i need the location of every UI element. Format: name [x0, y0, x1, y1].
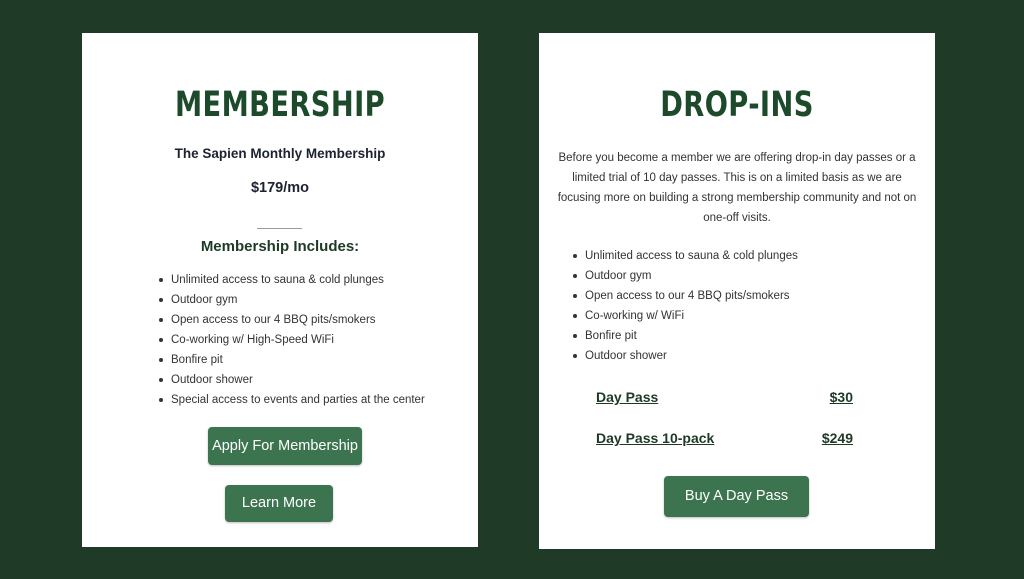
- day-pass-link[interactable]: Day Pass: [596, 389, 659, 405]
- feature-item: Open access to our 4 BBQ pits/smokers: [159, 310, 425, 330]
- learn-more-button[interactable]: Learn More: [225, 485, 333, 522]
- feature-item: Special access to events and parties at the center: [159, 390, 425, 410]
- feature-item: Outdoor gym: [159, 290, 425, 310]
- includes-heading: Membership Includes:: [200, 238, 360, 255]
- feature-item: Outdoor shower: [159, 370, 425, 390]
- feature-item: Outdoor shower: [573, 346, 798, 366]
- feature-item: Outdoor gym: [573, 266, 798, 286]
- membership-feature-list: [159, 270, 425, 410]
- buy-day-pass-button[interactable]: Buy A Day Pass: [664, 476, 809, 517]
- day-pass-10-pack-price-link[interactable]: $249: [821, 430, 853, 446]
- day-pass-10-pack-link[interactable]: Day Pass 10-pack: [596, 430, 715, 446]
- feature-item: Bonfire pit: [159, 350, 425, 370]
- membership-title: MEMBERSHIP: [174, 85, 386, 125]
- feature-item: Unlimited access to sauna & cold plunges: [573, 246, 798, 266]
- plan-price: $179/mo: [250, 180, 310, 196]
- feature-item: Unlimited access to sauna & cold plunges: [159, 270, 425, 290]
- feature-item: Open access to our 4 BBQ pits/smokers: [573, 286, 798, 306]
- dropins-title: DROP-INS: [660, 85, 814, 125]
- dropins-card: [539, 33, 935, 549]
- day-pass-price-link[interactable]: $30: [829, 389, 853, 405]
- apply-for-membership-button[interactable]: Apply For Membership: [208, 427, 362, 465]
- feature-item: Co-working w/ High-Speed WiFi: [159, 330, 425, 350]
- feature-item: Co-working w/ WiFi: [573, 306, 798, 326]
- membership-card: [82, 33, 478, 547]
- dropins-feature-list: [573, 246, 798, 366]
- plan-name: The Sapien Monthly Membership: [174, 146, 386, 161]
- dropins-description: Before you become a member we are offering drop-in day passes or a limited trial of 10 day passes. This is on a limited basis as we are focusing more on building a strong membership community and not on one-off visits.: [557, 152, 917, 224]
- feature-item: Bonfire pit: [573, 326, 798, 346]
- price-row-day-pass: [596, 389, 853, 409]
- divider: [257, 228, 302, 229]
- price-row-day-pass-10-pack: [596, 430, 853, 450]
